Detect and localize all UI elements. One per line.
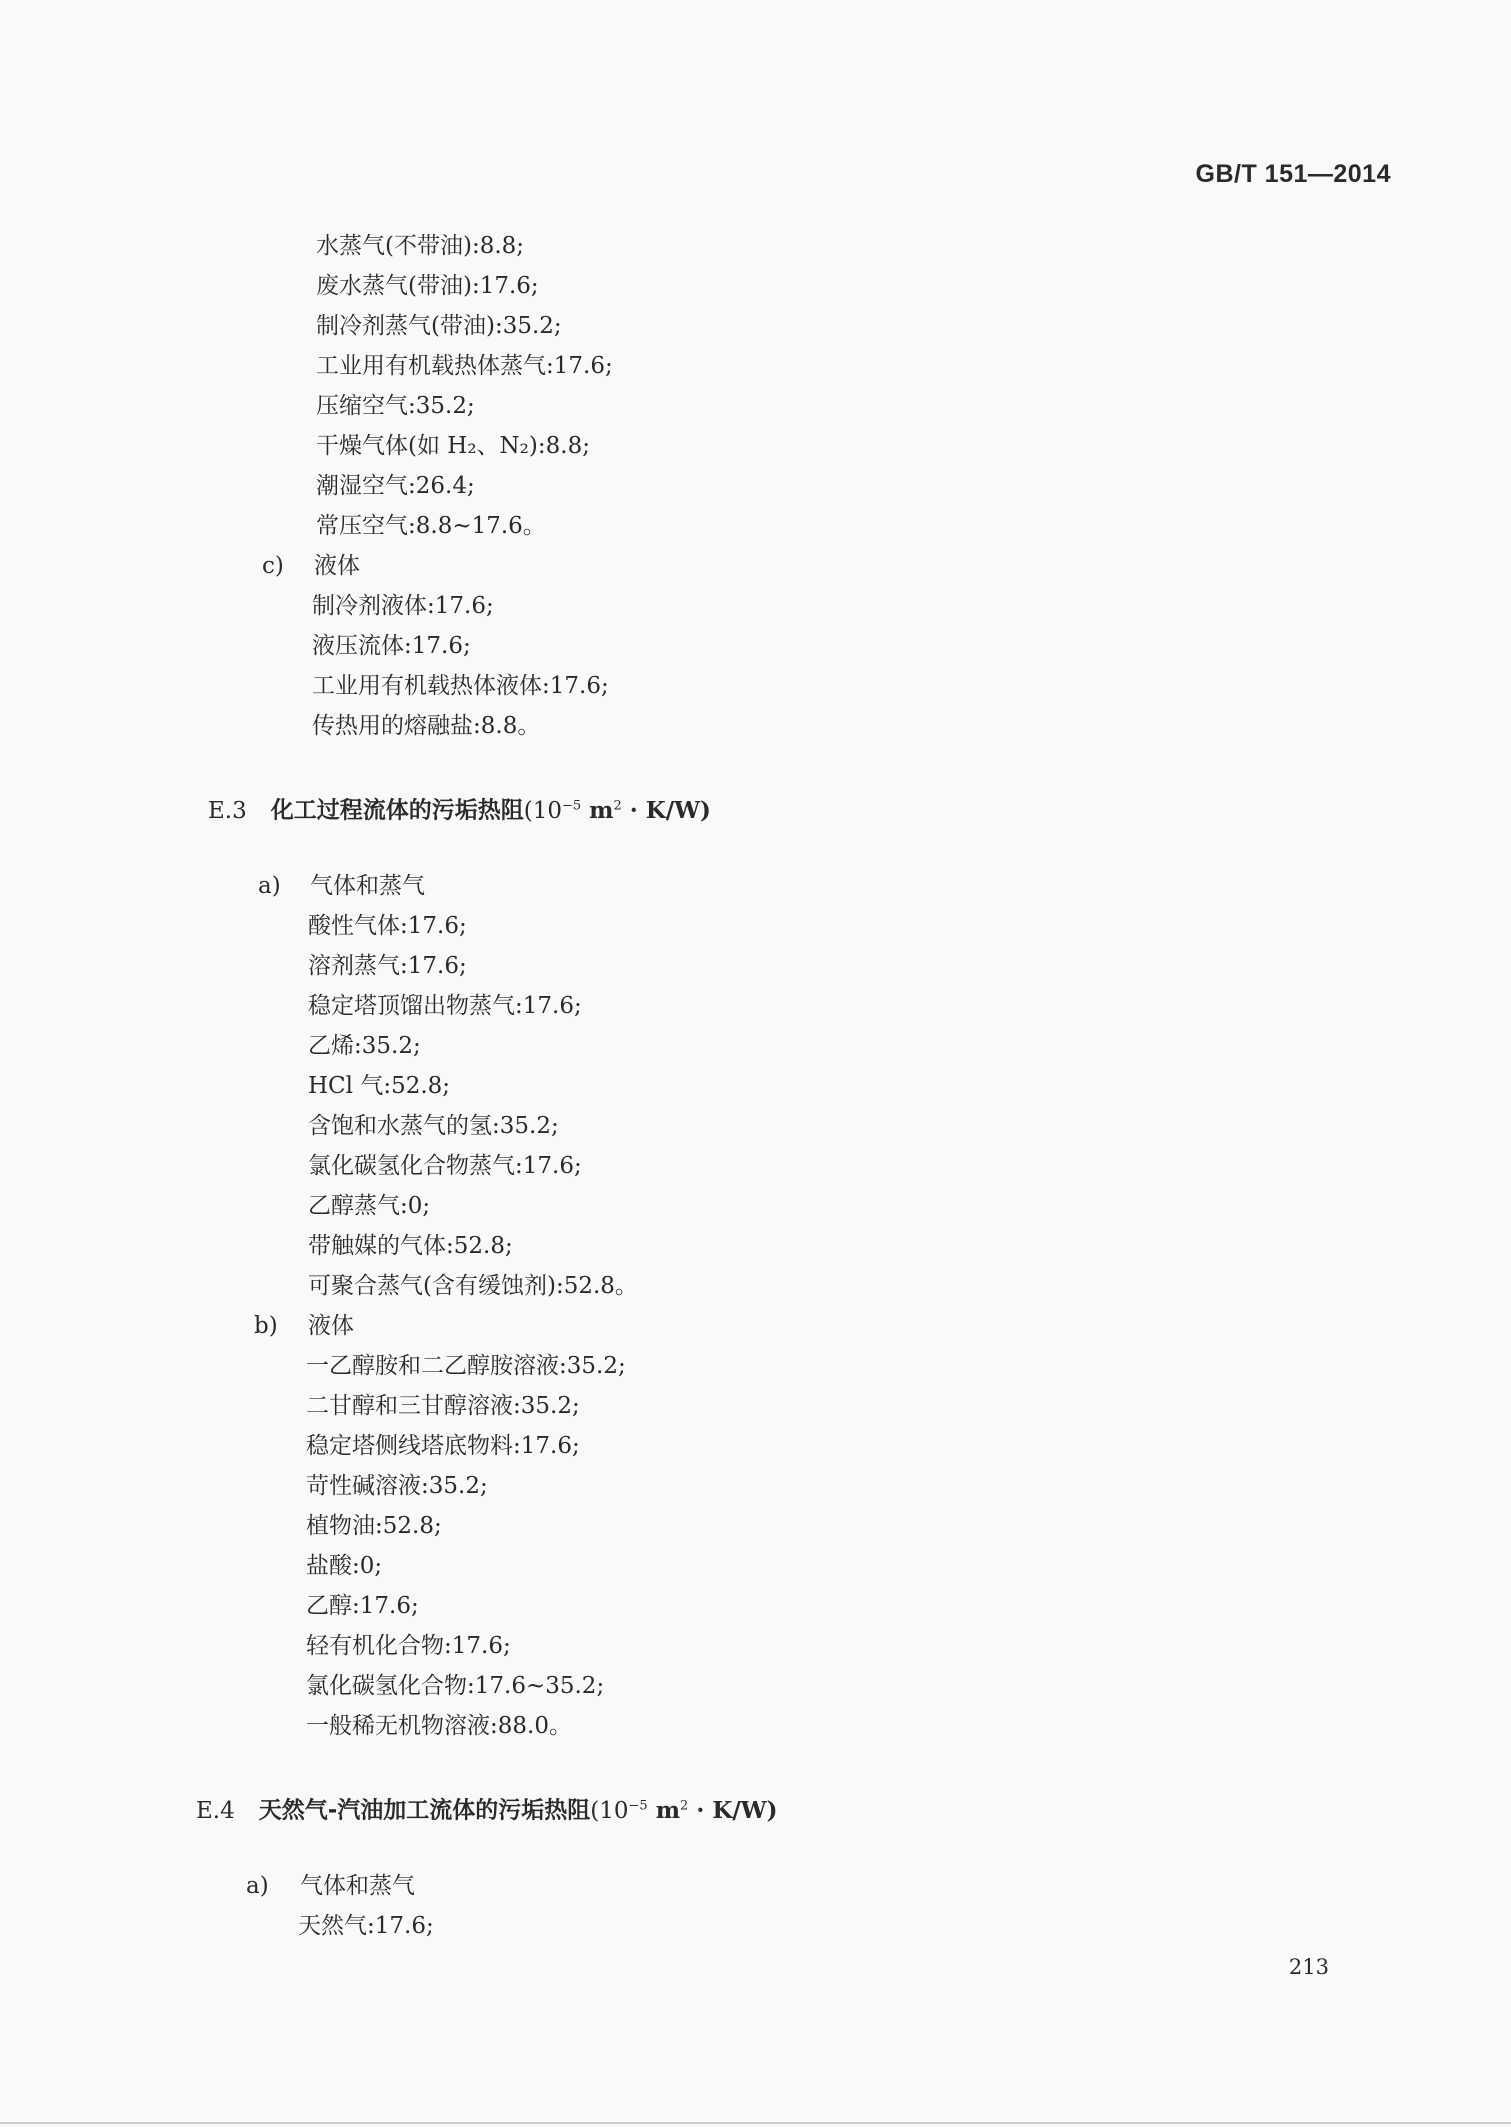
- section-heading-e4: [196, 1792, 777, 1825]
- list-item: 一般稀无机物溶液:88.0。: [306, 1713, 572, 1739]
- list-item: 水蒸气(不带油):8.8;: [316, 233, 525, 259]
- scan-edge: [0, 2122, 1511, 2124]
- list-item: 一乙醇胺和二乙醇胺溶液:35.2;: [306, 1353, 626, 1379]
- subsection-title: 气体和蒸气: [310, 873, 425, 899]
- section-number: E.3: [208, 797, 247, 824]
- list-marker: c): [262, 553, 284, 579]
- list-item: 盐酸:0;: [306, 1553, 383, 1579]
- page-number: 213: [1288, 1955, 1329, 1979]
- list-item: 压缩空气:35.2;: [316, 393, 475, 419]
- list-item: 苛性碱溶液:35.2;: [306, 1473, 488, 1499]
- section-unit: ($10^{-5}$ $m^2 \cdot K/W$): [523, 796, 711, 824]
- list-item: 液压流体:17.6;: [312, 633, 471, 659]
- list-item: 制冷剂蒸气(带油):35.2;: [316, 313, 562, 339]
- list-item: 制冷剂液体:17.6;: [312, 593, 494, 619]
- list-item: 废水蒸气(带油):17.6;: [316, 273, 539, 299]
- list-item: 潮湿空气:26.4;: [316, 473, 475, 499]
- list-marker: a): [258, 873, 281, 899]
- list-item: 工业用有机载热体液体:17.6;: [312, 673, 609, 699]
- section-heading-e3: [208, 792, 711, 825]
- list-item: 氯化碳氢化合物蒸气:17.6;: [308, 1153, 582, 1179]
- standard-code: GB/T 151—2014: [1195, 160, 1391, 188]
- list-item: 酸性气体:17.6;: [308, 913, 467, 939]
- list-item: 天然气:17.6;: [298, 1913, 434, 1939]
- list-marker: b): [254, 1313, 278, 1339]
- subsection-title: 气体和蒸气: [300, 1873, 415, 1899]
- list-item: 二甘醇和三甘醇溶液:35.2;: [306, 1393, 580, 1419]
- list-item: 传热用的熔融盐:8.8。: [312, 713, 541, 739]
- section-number: E.4: [196, 1797, 235, 1824]
- list-item: 带触媒的气体:52.8;: [308, 1233, 513, 1259]
- list-item: 稳定塔顶馏出物蒸气:17.6;: [308, 993, 582, 1019]
- list-item: 常压空气:8.8~17.6。: [316, 513, 546, 539]
- list-item: 工业用有机载热体蒸气:17.6;: [316, 353, 613, 379]
- section-title: 天然气-汽油加工流体的污垢热阻: [258, 1797, 591, 1824]
- list-item: 乙烯:35.2;: [308, 1033, 421, 1059]
- list-item: 乙醇蒸气:0;: [308, 1193, 431, 1219]
- list-item: HCl 气:52.8;: [308, 1073, 451, 1099]
- list-item: 可聚合蒸气(含有缓蚀剂):52.8。: [308, 1273, 638, 1299]
- list-marker: a): [246, 1873, 269, 1899]
- list-item: 轻有机化合物:17.6;: [306, 1633, 511, 1659]
- subsection-title: 液体: [308, 1313, 354, 1339]
- list-item: 氯化碳氢化合物:17.6~35.2;: [306, 1673, 605, 1699]
- section-title: 化工过程流体的污垢热阻: [270, 797, 524, 824]
- list-item: 乙醇:17.6;: [306, 1593, 419, 1619]
- list-item: 含饱和水蒸气的氢:35.2;: [308, 1113, 559, 1139]
- subsection-title: 液体: [314, 553, 360, 579]
- section-unit: ($10^{-5}$ $m^2 \cdot K/W$): [590, 1796, 778, 1824]
- list-item: 溶剂蒸气:17.6;: [308, 953, 467, 979]
- list-item: 稳定塔侧线塔底物料:17.6;: [306, 1433, 580, 1459]
- list-item: 植物油:52.8;: [306, 1513, 442, 1539]
- list-item: 干燥气体(如 H₂、N₂):8.8;: [316, 433, 590, 459]
